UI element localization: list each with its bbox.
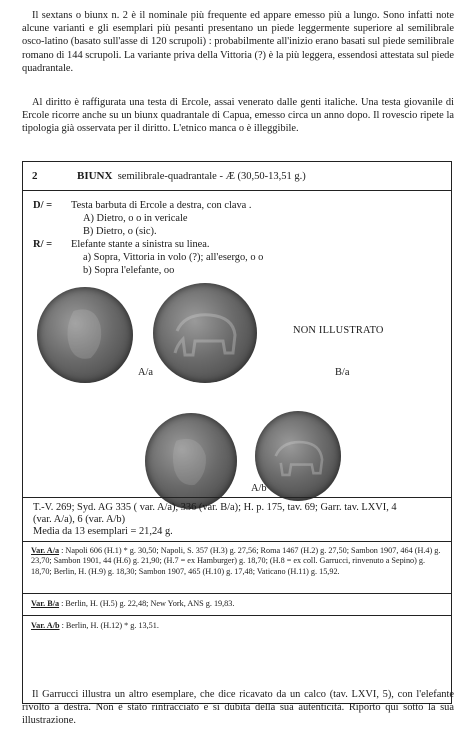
intro-paragraph-2: Al diritto è raffigurata una testa di Ercole, assai venerato dalle genti italiche. Una testa giovanile di Ercole ricorre anche su un biunx quadrantale di Capua, emesso circa un anno dopo. Il rovescio ripete la tipologia già osservata per il diritto. L'etnico manca o è illeggibile. (22, 97, 454, 135)
variant-ab-specimens (31, 621, 445, 631)
references-line-2: (var. A/a), 6 (var. A/b) (33, 514, 126, 525)
variant-ab-label: Var. A/b (31, 621, 60, 630)
divider (23, 497, 451, 498)
reverse-variant-a: a) Sopra, Vittoria in volo (?); all'esergo, o o (83, 252, 264, 263)
reverse-text: Elefante stante a sinistra su linea. (71, 239, 210, 250)
variant-ab-text: : Berlin, H. (H.12) * g. 13,51. (61, 621, 159, 630)
obverse-text: Testa barbuta di Ercole a destra, con clava . (71, 200, 252, 211)
variant-ba-label: Var. B/a (31, 599, 60, 608)
coin-reverse-image (153, 283, 257, 383)
reverse-variant-b: b) Sopra l'elefante, oo (83, 265, 175, 276)
coin-subtitle: semilibrale-quadrantale - Æ (30,50-13,51 g.) (117, 171, 306, 182)
caption-ba: B/a (335, 367, 350, 378)
closing-paragraph: Il Garrucci illustra un altro esemplare, che dice ricavato da un calco (tav. LXVI, 5), con l'elefante rivolto a destra. Non è stato rintracciato e si dubita della sua autenticità. Riporto qui sotto la sua illustrazione. (22, 689, 454, 727)
catalog-title (77, 170, 306, 182)
elephant-icon (255, 411, 341, 501)
references-line-1: T.-V. 269; Syd. AG 335 ( var. A/a), 336 (var. B/a); H. p. 175, tav. 69; Garr. tav. LXVI, 4 (33, 502, 397, 513)
variant-aa-text: : Napoli 606 (H.1) * g. 30,50; Napoli, S. 357 (H.3) g. 27,56; Roma 1467 (H.2) g. 27,50; Sambon 1907, 464 (H.4) g. 23,70; Sambon 1901, 44 (H.6) g. 21,90; (H.7 = ex Hamburger) g. 18,70; (H.8 = ex coll. Garrucci, rinvenuto a Sepino) g. 18,70; Berlin, H. (H.9) g. 18,30; Sambon 1907, 465 (H.10) g. 17,48; Vaticano (H.11) g. 15,92. (31, 546, 441, 576)
coin-reverse-image-2 (255, 411, 341, 501)
obverse-label: D/ = (33, 200, 53, 211)
reverse-label: R/ = (33, 239, 53, 250)
catalog-description (22, 190, 452, 704)
catalog-header (22, 161, 452, 191)
divider (23, 615, 451, 616)
obverse-variant-b: B) Dietro, o (sic). (83, 226, 157, 237)
catalog-number: 2 (32, 170, 38, 182)
elephant-icon (153, 283, 257, 383)
variant-ba-text: : Berlin, H. (H.5) g. 22,48; New York, ANS g. 19,83. (61, 599, 235, 608)
not-illustrated-text: NON ILLUSTRATO (293, 325, 384, 336)
average-weight: Media da 13 esemplari = 21,24 g. (33, 526, 173, 537)
obverse-variant-a: A) Dietro, o o in vericale (83, 213, 188, 224)
coin-obverse-image-2 (145, 413, 237, 509)
caption-aa: A/a (138, 367, 154, 378)
variant-aa-specimens (31, 546, 445, 577)
intro-paragraph-1: Il sextans o biunx n. 2 è il nominale più frequente ed appare emesso più a lungo. Sono infatti note alcune varianti e gli esemplari più pesanti presentano un piede leggermente superiore al semilibrale osco-latino (basato sull'asse di 120 scrupoli) : probabilmente all'inizio erano basati sul piede semilibrale romano di 144 scrupoli. La variante priva della Vittoria (?) è la più leggera, essendosi attestata sul piede quadrantale. (22, 10, 454, 74)
coin-name: BIUNX (77, 170, 113, 182)
coin-obverse-image (37, 287, 133, 383)
caption-ab: A/b (251, 483, 267, 494)
divider (23, 593, 451, 594)
variant-ba-specimens (31, 599, 445, 609)
hercules-head-icon (37, 287, 133, 383)
variant-aa-label: Var. A/a (31, 546, 60, 555)
hercules-head-icon (145, 413, 237, 509)
divider (23, 541, 451, 542)
